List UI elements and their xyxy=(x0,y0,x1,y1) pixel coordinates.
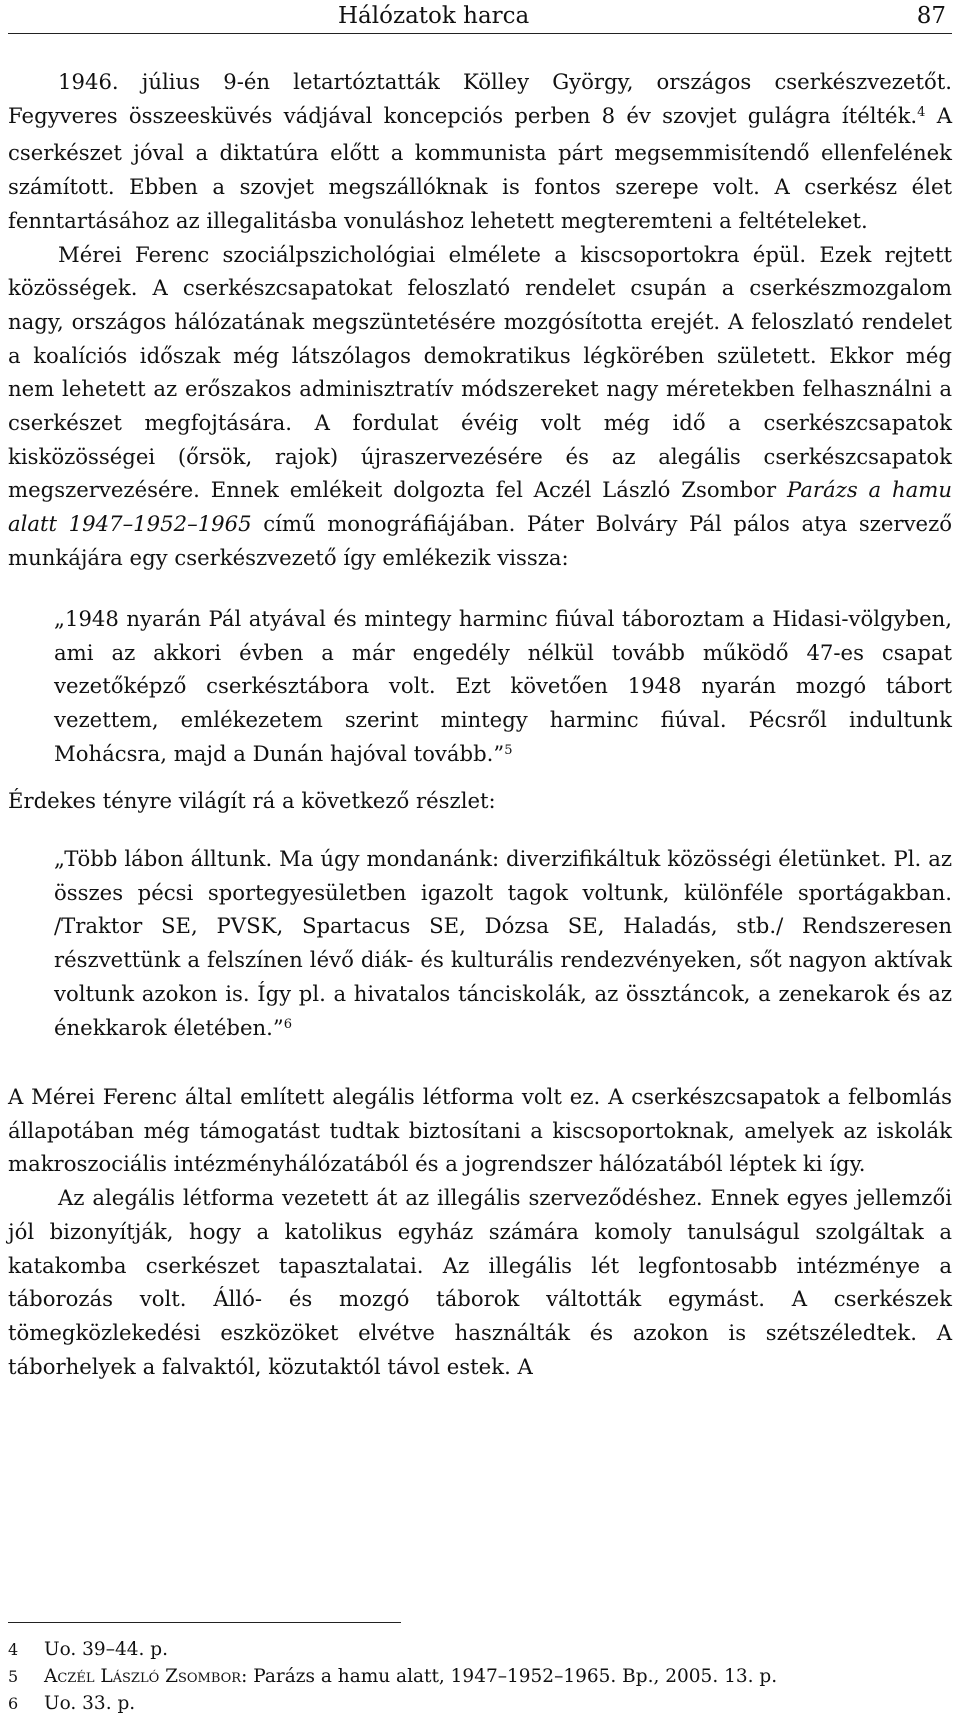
running-header xyxy=(8,0,952,36)
main-text xyxy=(8,65,952,575)
footnotes xyxy=(8,1636,952,1717)
paragraph-1 xyxy=(8,65,952,238)
book-title: Parázs a hamu alatt 1947–1952–1965 xyxy=(8,477,952,537)
footnote-number: 4 xyxy=(8,1640,19,1659)
footnote-number: 6 xyxy=(8,1694,19,1713)
quote-1 xyxy=(54,602,952,775)
footnote-rule xyxy=(8,1622,401,1623)
intro-2 xyxy=(8,784,952,818)
footnote-text: : Parázs a hamu alatt, 1947–1952–1965. Bp., 2005. 13. p. xyxy=(241,1666,778,1687)
quote-1-body: „1948 nyarán Pál atyával és mintegy harminc fiúval táboroztam a Hidasi-völgyben, ami az akkori évben a már engedély nélkül tovább működő 47-es csapat vezetőképző cserkésztábora volt. Ezt követően 1948 nyarán mozgó tábort vezettem, emlékezetem szerint mintegy harminc fiúval. Pécsről indultunk Mohácsra, majd a Dunán hajóval tovább.” xyxy=(54,606,952,766)
footnote-text: Uo. 39–44. p. xyxy=(44,1639,168,1660)
paragraph-1-text-a: 1946. július 9-én letartóztatták Kölley György, országos cserkészvezetőt. Fegyveres összeesküvés vádjával koncepciós perben 8 év szovjet gulágra ítélték. xyxy=(8,69,952,128)
header-rule xyxy=(8,33,952,34)
paragraph-3: A Mérei Ferenc által említett alegális létforma volt ez. A cserkészcsapatok a felbomlás állapotában még támogatást tudtak biztosítani a kiscsoportoknak, amelyek az iskolák makroszociális intézményhálózatából és a jogrendszer hálózatából léptek ki így. xyxy=(8,1084,952,1177)
footnote-5 xyxy=(8,1663,952,1690)
footnote-number: 5 xyxy=(8,1667,19,1686)
footnote-ref-4: 4 xyxy=(917,104,926,120)
footnote-ref-5: 5 xyxy=(504,742,513,758)
footnote-author: Aczél László Zsombor xyxy=(44,1666,242,1687)
page-number: 87 xyxy=(916,3,946,29)
paragraph-2 xyxy=(8,238,952,575)
quote-1-text xyxy=(54,602,952,775)
quote-2-text xyxy=(54,842,952,1048)
footnote-text: Uo. 33. p. xyxy=(44,1693,136,1714)
footnote-ref-6: 6 xyxy=(283,1016,292,1032)
running-title: Hálózatok harca xyxy=(338,3,530,29)
paragraph-2-text-b: című monográfiájában. Páter Bolváry Pál pálos atya szervező munkájára egy cserkészvezető így emlékezik vissza: xyxy=(8,511,952,570)
quote-2 xyxy=(54,842,952,1048)
intro-2-text: Érdekes tényre világít rá a következő részlet: xyxy=(8,788,496,813)
footnote-6 xyxy=(8,1690,952,1717)
quote-2-body: „Több lábon álltunk. Ma úgy mondanánk: diverzifikáltuk közösségi életünket. Pl. az összes pécsi sportegyesületben igazolt tagok voltunk, különféle sportágakban. /Traktor SE, PVSK, Spartacus SE, Dózsa SE, Haladás, stb./ Rendszeresen részvettünk a felszínen lévő diák- és kulturális rendezvényeken, sőt nagyon aktívak voltunk azokon is. Így pl. a hivatalos tánciskolák, az össztáncok, a zenekarok és az énekkarok életében.” xyxy=(54,846,952,1040)
paragraph-2-text-a: Mérei Ferenc szociálpszichológiai elmélete a kiscsoportokra épül. Ezek rejtett közösségek. A cserkészcsapatokat feloszlató rendelet csupán a cserkészmozgalom nagy, országos hálózatának megszüntetésére mozgósította erejét. A feloszlató rendelet a koalíciós időszak még látszólagos demokratikus légkörében született. Ekkor még nem lehetett az erőszakos adminisztratív módszereket nagy méretekben felhasználni a cserkészet megfojtására. A fordulat évéig volt még idő a cserkészcsapatok kisközösségei (őrsök, rajok) újraszervezésére és az alegális cserkészcsapatok megszervezésére. Ennek emlékeit dolgozta fel Aczél László Zsombor xyxy=(8,241,952,503)
paragraph-4: Az alegális létforma vezetett át az illegális szerveződéshez. Ennek egyes jellemzői jól bizonyítják, hogy a katolikus egyház számára komoly tanulságul szolgáltak a katakomba cserkészet tapasztalatai. Az illegális lét legfontosabb intézménye a táborozás volt. Álló- és mozgó táborok váltották egymást. A cserkészek tömegközlekedési eszközöket elvétve használták és azokon is szétszéledtek. A táborhelyek a falvaktól, közutaktól távol estek. A xyxy=(8,1185,952,1379)
footnote-4 xyxy=(8,1636,952,1663)
closing-text xyxy=(8,1080,952,1383)
paragraph-1-text-b: A cserkészet jóval a diktatúra előtt a kommunista párt megsemmisítendő ellenfelének számított. Ebben a szovjet megszállóknak is fontos szerepe volt. A cserkész élet fenntartásához az illegalitásba vonuláshoz lehetett megteremteni a feltételeket. xyxy=(8,102,952,233)
